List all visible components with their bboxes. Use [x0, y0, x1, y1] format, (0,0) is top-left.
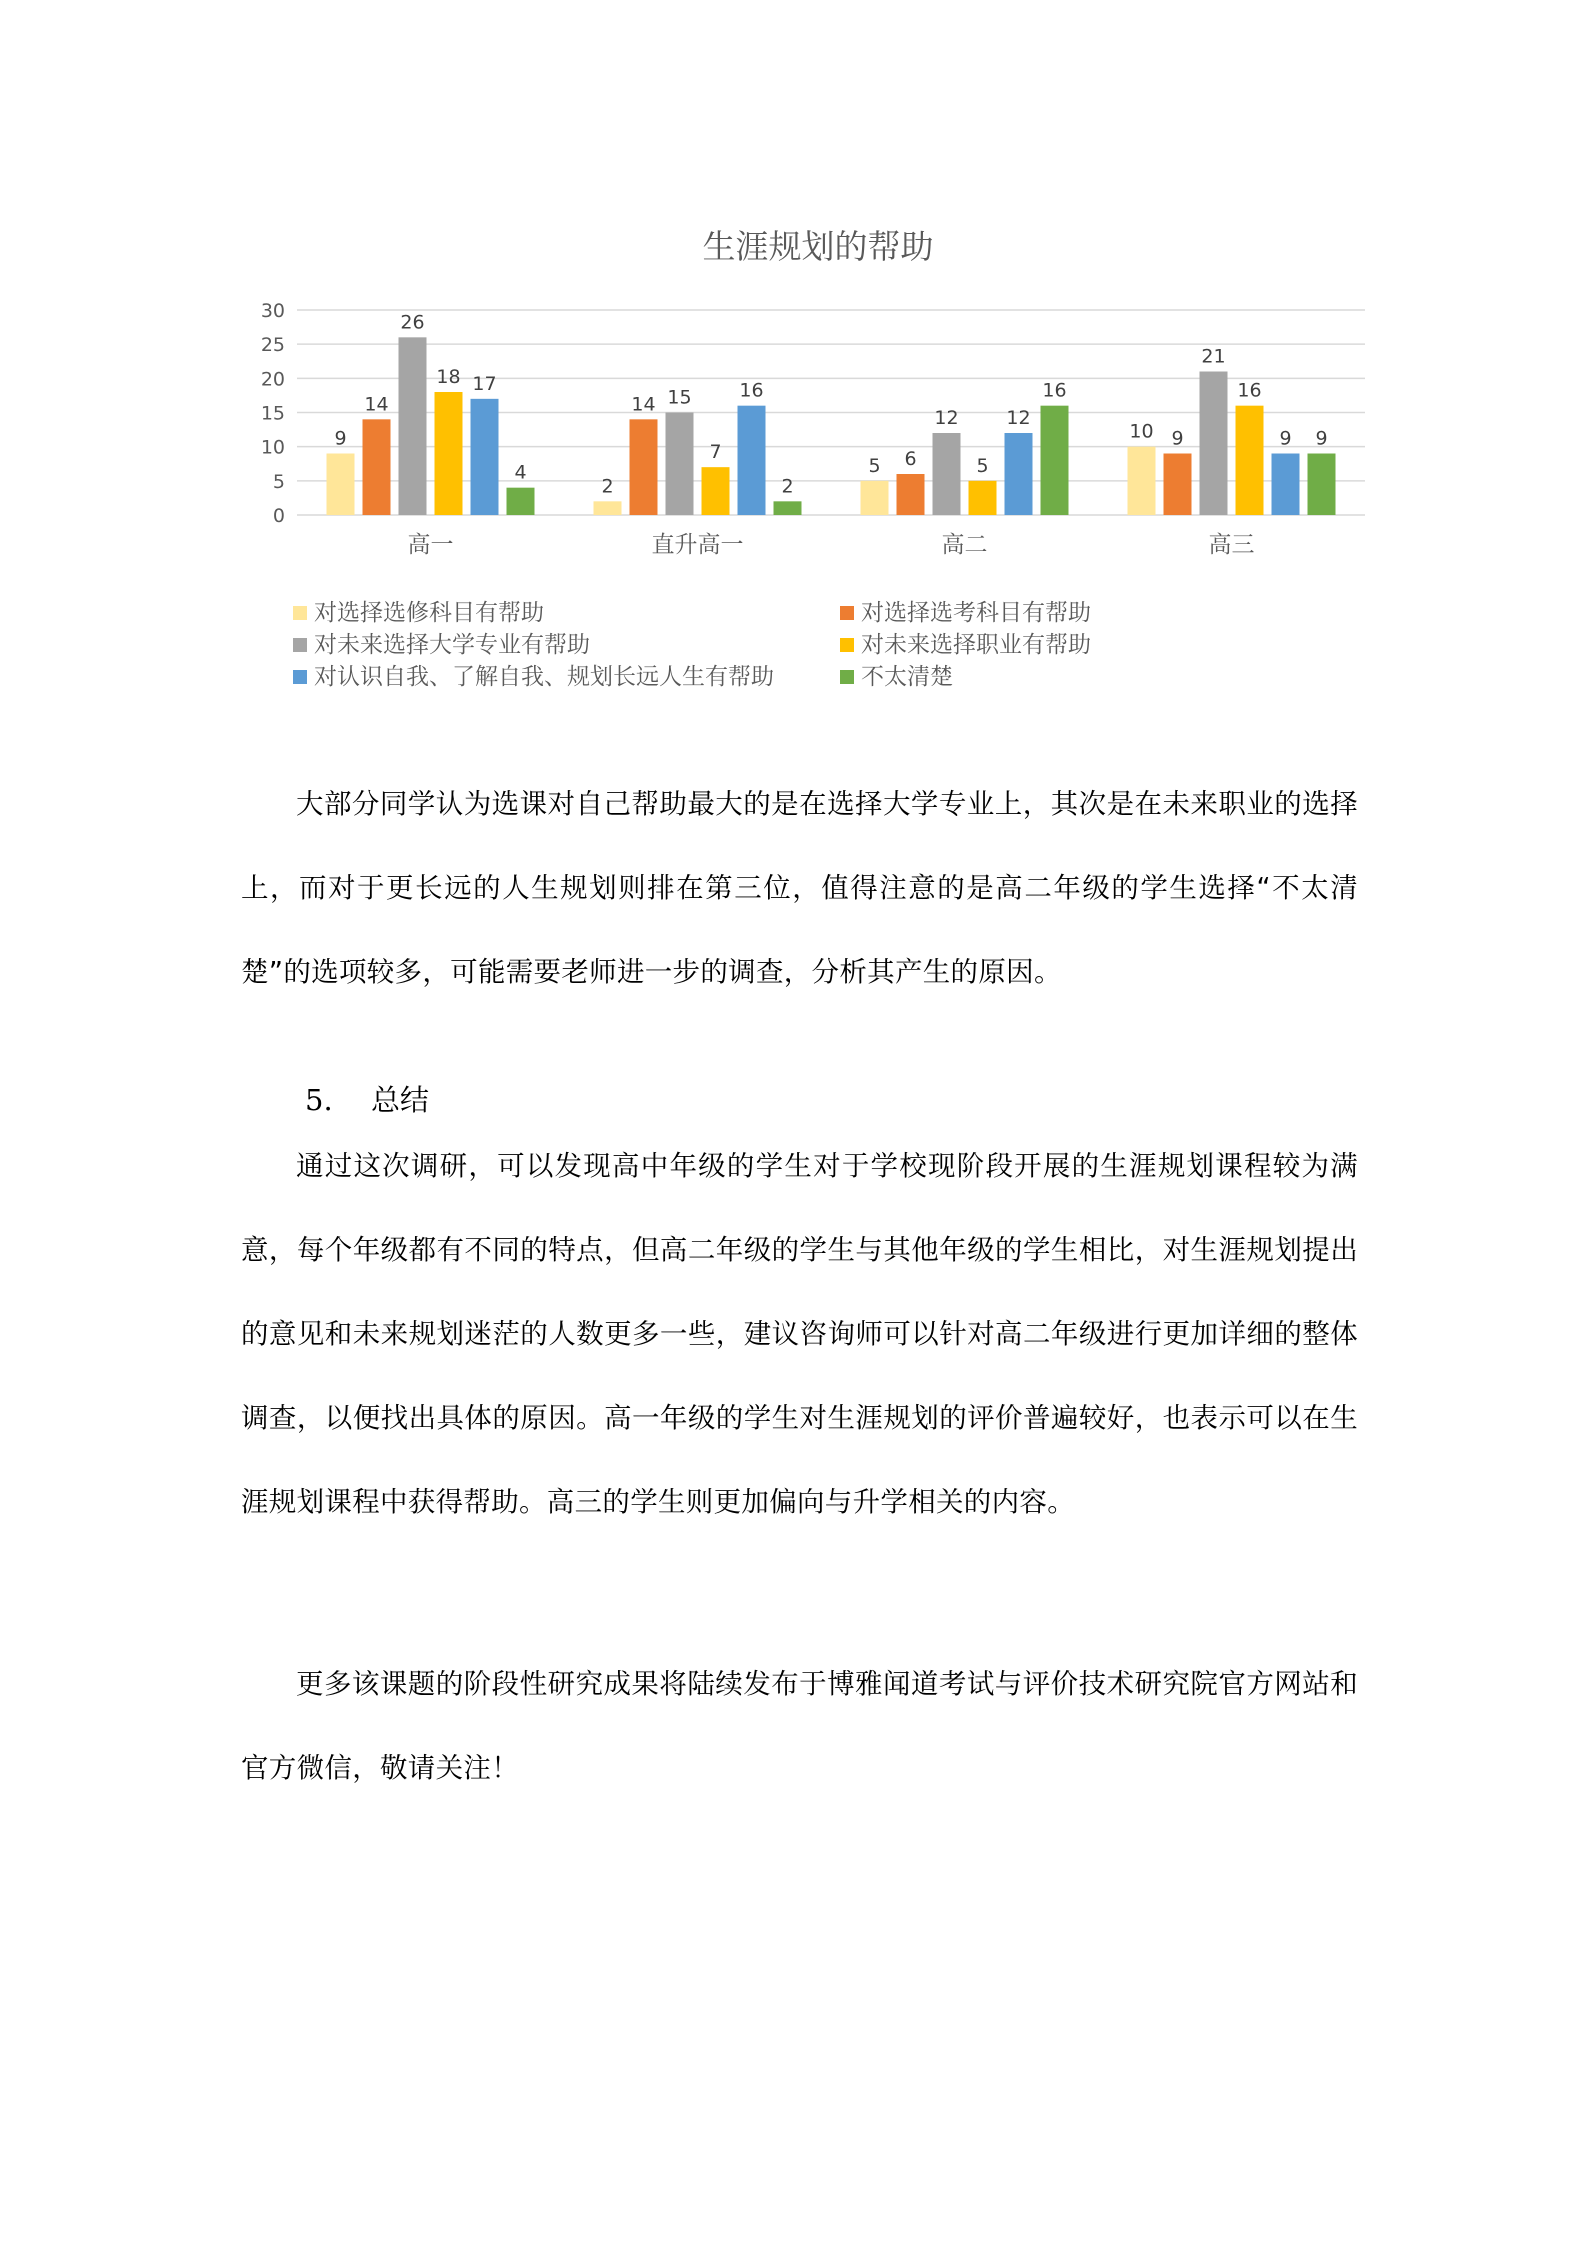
x-tick-label: 直升高一 [651, 532, 744, 558]
data-label: 17 [472, 372, 497, 395]
legend-label: 对未来选择大学专业有帮助 [314, 632, 590, 658]
data-label: 16 [739, 379, 764, 402]
bars [327, 337, 1336, 515]
legend-swatch [293, 638, 307, 652]
legend-label: 对选择选考科目有帮助 [861, 600, 1091, 626]
legend-label: 对认识自我、了解自我、规划长远人生有帮助 [314, 664, 774, 690]
legend [293, 600, 1091, 690]
legend-swatch [293, 606, 307, 620]
data-label: 26 [400, 311, 425, 334]
data-label: 9 [1315, 427, 1328, 450]
bar [969, 481, 997, 515]
y-tick-label: 5 [272, 470, 285, 493]
y-tick-label: 25 [260, 334, 285, 357]
y-axis [261, 300, 285, 527]
legend-swatch [293, 670, 307, 684]
bar [630, 419, 658, 515]
data-label: 12 [1006, 407, 1031, 429]
bar [897, 474, 925, 515]
x-tick-label: 高三 [1208, 532, 1255, 558]
paragraph-notice: 更多该课题的阶段性研究成果将陆续发布于博雅闻道考试与评价技术研究院官方网站和官方微信，敬请关注！ [241, 1668, 1358, 1784]
data-label: 21 [1201, 345, 1226, 368]
bar-chart [230, 195, 1370, 755]
data-label: 14 [631, 393, 656, 416]
y-tick-label: 30 [260, 300, 285, 322]
legend-label: 对未来选择职业有帮助 [861, 632, 1091, 658]
bar [1128, 447, 1156, 515]
x-axis [408, 532, 1255, 558]
legend-swatch [840, 606, 854, 620]
section-number: 5. [305, 1083, 333, 1117]
data-label: 10 [1129, 420, 1154, 443]
legend-swatch [840, 638, 854, 652]
bar [1308, 454, 1336, 516]
section-heading [305, 1078, 429, 1119]
data-label: 5 [976, 454, 989, 477]
bar [594, 501, 622, 515]
bar [363, 419, 391, 515]
data-label: 2 [601, 475, 614, 498]
data-label: 14 [364, 393, 389, 416]
data-label: 9 [334, 427, 347, 450]
bar [507, 488, 535, 515]
data-label: 16 [1042, 379, 1067, 402]
data-label: 18 [436, 366, 461, 388]
y-tick-label: 0 [272, 505, 285, 527]
bar [327, 454, 355, 516]
data-label: 9 [1279, 427, 1292, 450]
paragraph-summary: 通过这次调研，可以发现高中年级的学生对于学校现阶段开展的生涯规划课程较为满意，每个年级都有不同的特点，但高二年级的学生与其他年级的学生相比，对生涯规划提出的意见和未来规划迷茫的人数更多一些，建议咨询师可以针对高二年级进行更加详细的整体调查，以便找出具体的原因。高一年级的学生对生涯规划的评价普遍较好，也表示可以在生涯规划课程中获得帮助。高三的学生则更加偏向与升学相关的内容。 [241, 1150, 1358, 1518]
bar [471, 399, 499, 515]
legend-label: 对选择选修科目有帮助 [314, 600, 544, 626]
data-label: 9 [1171, 427, 1184, 450]
bar [1005, 433, 1033, 515]
data-label: 16 [1237, 379, 1262, 402]
data-label: 5 [868, 454, 881, 477]
legend-label: 不太清楚 [861, 664, 953, 690]
bar [1200, 372, 1228, 516]
bar [774, 501, 802, 515]
paragraph-analysis: 大部分同学认为选课对自己帮助最大的是在选择大学专业上，其次是在未来职业的选择上，而对于更长远的人生规划则排在第三位，值得注意的是高二年级的学生选择“不太清楚”的选项较多，可能需要老师进一步的调查，分析其产生的原因。 [241, 788, 1358, 988]
section-title: 总结 [371, 1083, 430, 1117]
bar [702, 467, 730, 515]
bar [933, 433, 961, 515]
bar [861, 481, 889, 515]
y-tick-label: 15 [260, 402, 285, 425]
data-label: 15 [667, 386, 692, 409]
bar [399, 337, 427, 515]
bar [435, 392, 463, 515]
data-label: 2 [781, 475, 794, 498]
bar [1164, 454, 1192, 516]
x-tick-label: 高一 [407, 532, 454, 558]
legend-swatch [840, 670, 854, 684]
x-tick-label: 高二 [941, 532, 988, 558]
bar [738, 406, 766, 515]
chart-title: 生涯规划的帮助 [702, 227, 934, 266]
y-tick-label: 10 [260, 436, 285, 459]
data-label: 4 [514, 461, 527, 484]
y-tick-label: 20 [260, 368, 285, 391]
bar [1236, 406, 1264, 515]
bar [1272, 454, 1300, 516]
bar [666, 413, 694, 516]
bar [1041, 406, 1069, 515]
data-label: 7 [709, 441, 722, 464]
data-label: 6 [904, 448, 917, 470]
data-label: 12 [934, 407, 959, 429]
